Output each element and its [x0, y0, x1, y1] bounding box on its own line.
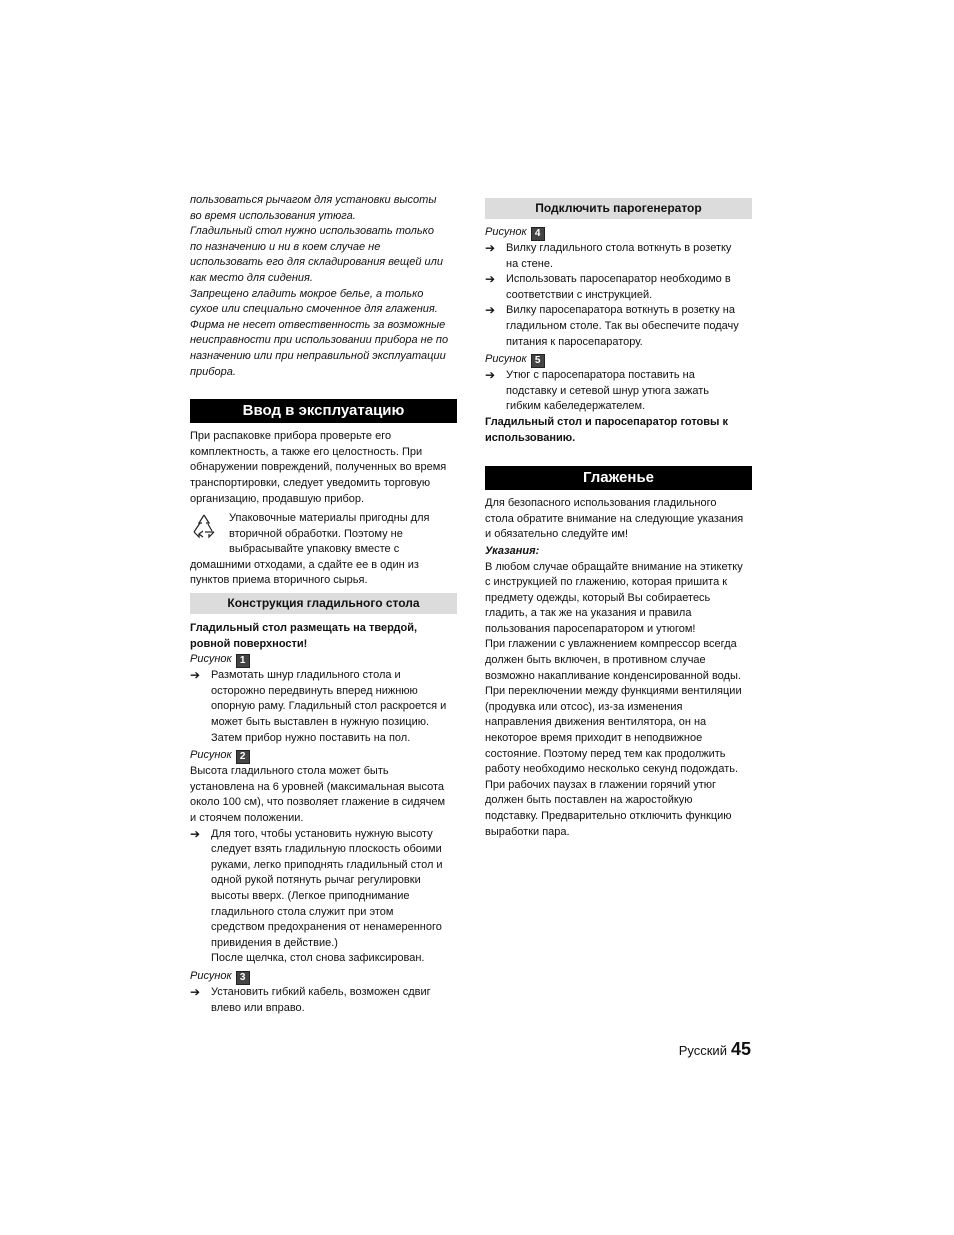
figure-number-badge: 1: [236, 654, 250, 668]
figure-number-badge: 2: [236, 750, 250, 764]
subsection-title-connect: Подключить парогенератор: [485, 198, 752, 219]
unpacking-paragraph: При распаковке прибора проверьте его комплектность, а также его целостность. При обнаружении повреждений, полученных во время транспортировки, следует уведомить торговую организацию, продавшую прибор.: [190, 430, 447, 505]
figure-reference-5: Рисунок 5: [485, 352, 752, 368]
safety-paragraph: Для безопасного использования гладильного стола обратите внимание на следующие указания и обязательно следуйте им!: [485, 497, 744, 541]
arrow-icon: ➔: [485, 272, 496, 287]
placement-warning: Гладильный стол размещать на твердой, ровной поверхности!: [190, 622, 418, 650]
arrow-icon: ➔: [485, 241, 496, 255]
arrow-icon: ➔: [485, 303, 496, 318]
notes-paragraph: В любом случае обращайте внимание на этикетку с инструкцией по глажению, которая пришита к предмету одежды, который Вы собираетесь гладить, а так же на указания и правила пользования паросепаратором и утюгом! При глажении с увлажнением компрессор всегда должен быть включен, в противном случае возможно накапливание конденсированной воды. При переключении между функциями вентиляции (продувка или отсос), из-за изменения направления движения вентилятора, он на некоторое время приходит в неподвижное состояние. Поэтому перед тем как продолжить работу необходимо несколько секунд подождать. При рабочих паузах в глажении горячий утюг должен быть поставлен на жаростойкую подставку. Предварительно отключить функцию выработки пара.: [485, 560, 743, 838]
figure-number-badge: 3: [236, 971, 250, 985]
figure-reference-4: Рисунок 4: [485, 225, 752, 241]
intro-warning-text: пользоваться рычагом для установки высоты во время использования утюга. Гладильный стол нужно использовать только по назначению и ни в коем случае не использовать его для складирования вещей или как место для сидения. Запрещено гладить мокрое белье, а только сухое или специально смоченное для глажения. Фирма не несет отвественность за возможные неисправности при использовании прибора не по назначению или при неправильной эксплуатации прибора.: [190, 194, 449, 378]
section-title-commissioning: Ввод в эксплуатацию: [190, 399, 457, 423]
footer-language: Русский: [678, 1043, 727, 1058]
arrow-icon: ➔: [190, 668, 201, 683]
page-footer: [679, 1038, 751, 1062]
figure-reference-3: Рисунок 3: [190, 969, 457, 985]
recycling-note: Упаковочные материалы пригодны для вторичной обработки. Поэтому не выбрасывайте упаковку вместе с домашними отходами, а сдайте ее в один из пунктов приема вторичного сырья.: [190, 512, 430, 587]
step-place-iron: ➔ Утюг с паросепаратора поставить на подставку и сетевой шнур утюга зажать гибким кабеледержателем.: [485, 368, 709, 413]
step-cable: ➔ Установить гибкий кабель, возможен сдвиг влево или вправо.: [190, 984, 431, 1014]
height-paragraph: Высота гладильного стола может быть установлена на 6 уровней (максимальная высота около 100 см), что позволяет глажение в сидячем и стоячем положении.: [190, 765, 446, 824]
page-number: 45: [730, 1039, 751, 1059]
left-column: [190, 193, 457, 1016]
step-table-socket: ➔ Вилку паросепаратора воткнуть в розетку на гладильном столе. Так вы обеспечите подачу питания к паросепаратору.: [485, 303, 739, 348]
right-column: [485, 198, 752, 840]
arrow-icon: ➔: [485, 368, 496, 383]
step-wall-socket: ➔ Вилку гладильного стола воткнуть в розетку на стене.: [485, 241, 732, 270]
step-unfold: ➔ Размотать шнур гладильного стола и осторожно передвинуть вперед нижнюю опорную раму. Гладильный стол раскроется и может быть выставлен в нужную позицию. Затем прибор нужно поставить на пол.: [190, 668, 447, 744]
figure-number-badge: 4: [531, 227, 545, 241]
step-use-separator: ➔ Использовать паросепаратор необходимо в соответствии с инструкцией.: [485, 272, 731, 301]
ready-statement: Гладильный стол и паросепаратор готовы к использованию.: [485, 415, 728, 444]
arrow-icon: ➔: [190, 826, 201, 841]
section-title-ironing: Глаженье: [485, 466, 752, 490]
figure-number-badge: 5: [531, 354, 545, 368]
figure-reference-1: Рисунок 1: [190, 652, 457, 668]
arrow-icon: ➔: [190, 984, 201, 999]
recycle-icon: [190, 512, 218, 540]
figure-reference-2: Рисунок 2: [190, 748, 457, 764]
step-adjust-height: ➔ Для того, чтобы установить нужную высоту следует взять гладильную плоскость обоими руками, легко приподнять гладильный стол и одной рукой потянуть рычаг регулировки высоты вверх. (Легкое приподнимание гладильного стола служит при этом средством предохранения от ненамеренного привидения в действие.) После щелчка, стол снова зафиксирован.: [190, 826, 443, 965]
subsection-title-construction: Конструкция гладильного стола: [190, 593, 457, 614]
notes-heading: Указания:: [485, 544, 540, 557]
